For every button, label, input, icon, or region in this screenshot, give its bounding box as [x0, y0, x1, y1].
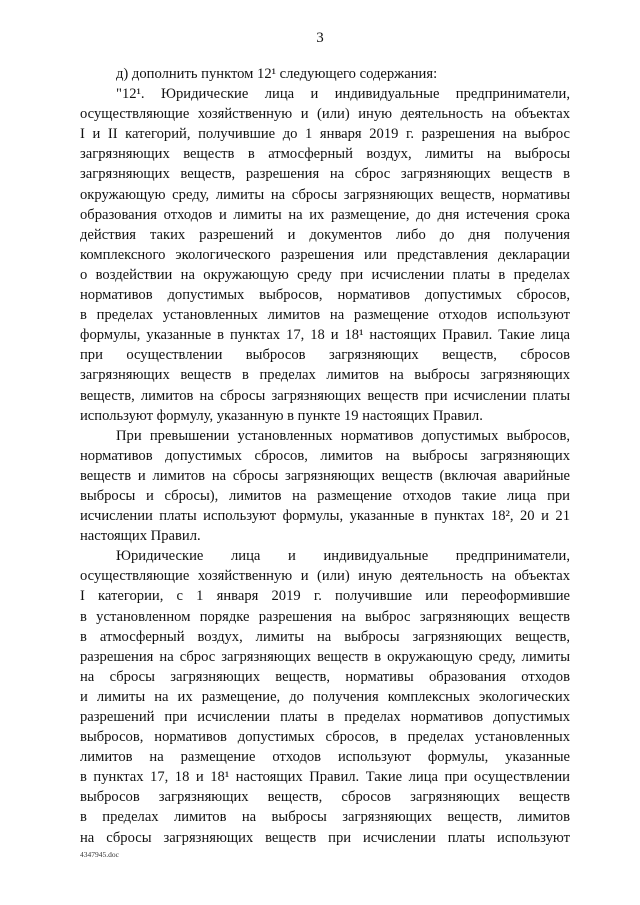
- text-line: осуществляющие хозяйственную и (или) иную деятельность на объектах: [80, 568, 570, 585]
- text-line: и лимиты на их размещение, до получения комплексных экологических: [80, 688, 570, 705]
- text-line: о воздействии на окружающую среду при исчислении платы в пределах: [80, 266, 570, 283]
- text-line: разрешений при исчислении платы в пределах нормативов допустимых: [80, 709, 570, 725]
- text-line: используют формулу, указанную в пункте 19 настоящих Правил.: [80, 407, 483, 424]
- text-line: комплексного экологического разрешения или представления декларации: [80, 246, 570, 263]
- text-line: окружающую среду, лимиты на сбросы загрязняющих веществ, нормативы: [80, 186, 570, 203]
- text-line: осуществляющие хозяйственную и (или) иную деятельность на объектах: [80, 106, 570, 123]
- text-line: выбросов загрязняющих веществ, сбросов загрязняющих веществ: [80, 789, 570, 806]
- text-line: в пределах установленных лимитов на размещение отходов используют: [80, 307, 570, 324]
- text-line: веществ, лимитов на сбросы загрязняющих веществ при исчислении платы: [80, 387, 570, 404]
- text-line: на сбросы загрязняющих веществ, нормативы образования отходов: [80, 668, 570, 685]
- document-body: [80, 64, 570, 848]
- text-line: "12¹. Юридические лица и индивидуальные предприниматели,: [116, 86, 570, 103]
- text-line: в пунктах 17, 18 и 18¹ настоящих Правил. Такие лица при осуществлении: [80, 769, 570, 786]
- text-line: загрязняющих веществ в пределах лимитов на выбросы загрязняющих: [80, 367, 570, 384]
- text-line: лимитов на размещение отходов используют формулы, указанные: [80, 749, 570, 766]
- text-line: образования отходов и лимиты на их размещение, до дня истечения срока: [80, 206, 570, 223]
- footer-file-code: 4347945.doc: [80, 850, 119, 859]
- text-line: I и II категорий, получившие до 1 января 2019 г. разрешения на выброс: [80, 126, 570, 143]
- text-line: в атмосферный воздух, лимиты на выбросы загрязняющих веществ,: [80, 628, 570, 645]
- text-line: в пределах лимитов на выбросы загрязняющих веществ, лимитов: [80, 809, 570, 826]
- text-line: нормативов допустимых выбросов, нормативов допустимых сбросов,: [80, 287, 570, 304]
- text-line: веществ и лимитов на сбросы загрязняющих веществ (включая аварийные: [80, 467, 570, 484]
- text-line: I категории, с 1 января 2019 г. получившие или переоформившие: [80, 588, 570, 605]
- text-line: При превышении установленных нормативов допустимых выбросов,: [116, 427, 570, 444]
- text-line: настоящих Правил.: [80, 528, 201, 545]
- text-line: в установленном порядке разрешения на выброс загрязняющих веществ: [80, 608, 570, 625]
- text-line: выбросов, нормативов допустимых сбросов, в пределах установленных: [80, 729, 570, 746]
- text-line: на сбросы загрязняющих веществ при исчислении платы используют: [80, 829, 570, 846]
- text-line: разрешения на сброс загрязняющих веществ в окружающую среду, лимиты: [80, 648, 570, 665]
- text-line: загрязняющих веществ, разрешения на сброс загрязняющих веществ в: [80, 166, 570, 183]
- text-line: исчислении платы используют формулы, указанные в пунктах 18², 20 и 21: [80, 508, 570, 525]
- text-line: загрязняющих веществ в атмосферный воздух, лимиты на выбросы: [80, 146, 570, 163]
- text-line: нормативов допустимых сбросов, лимитов на выбросы загрязняющих: [80, 447, 570, 464]
- text-line: действия таких разрешений и документов либо до дня получения: [80, 226, 570, 243]
- text-line: д) дополнить пунктом 12¹ следующего содержания:: [116, 66, 438, 82]
- text-line: формулы, указанные в пунктах 17, 18 и 18¹ настоящих Правил. Такие лица: [80, 327, 570, 344]
- text-line: выбросы и сбросы), лимитов на размещение отходов такие лица при: [80, 487, 570, 504]
- page-number: 3: [316, 30, 324, 46]
- text-line: при осуществлении выбросов загрязняющих веществ, сбросов: [80, 347, 570, 364]
- text-line: Юридические лица и индивидуальные предприниматели,: [116, 548, 570, 565]
